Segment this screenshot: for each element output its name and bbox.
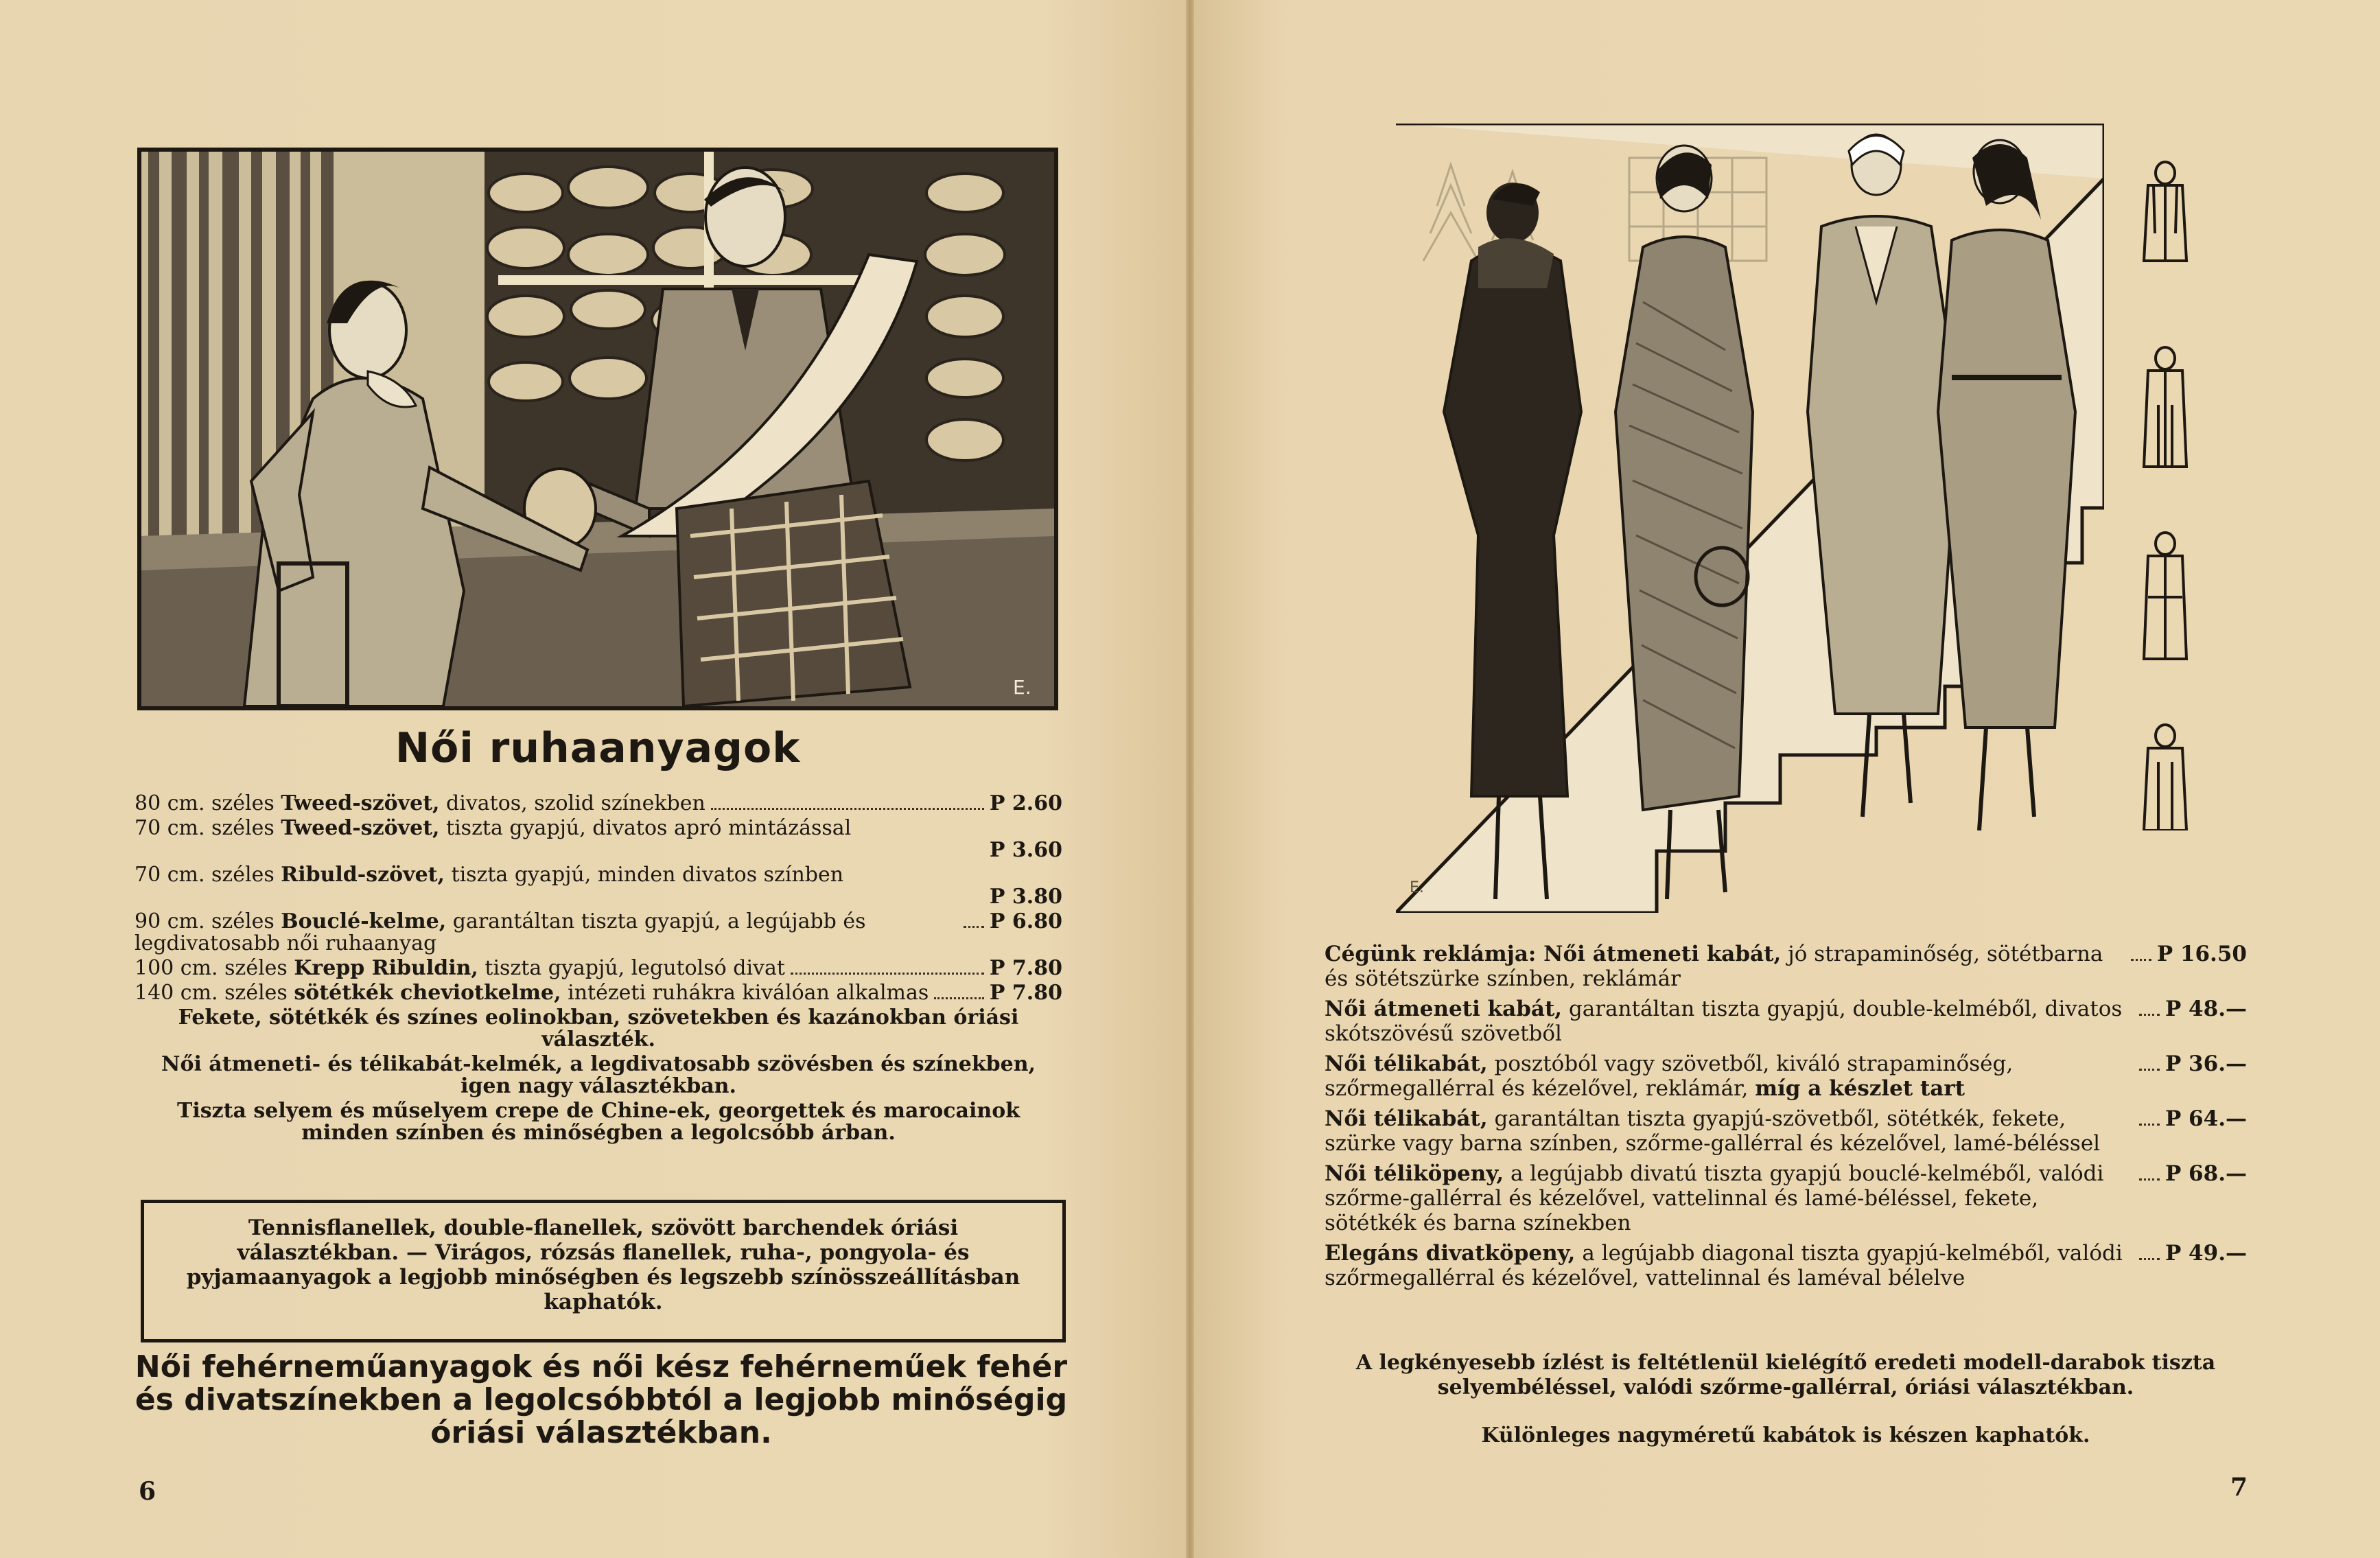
note-silk: Tiszta selyem és műselyem crepe de Chine-ek, georgettek és marocainok minden színben és minőségben a legolcsóbb árban. <box>177 1099 1020 1145</box>
item-text-b: garantáltan tiszta gyapjú, a legújabb és legdivatosabb női ruhaanyag <box>135 909 866 955</box>
item-text-b: tiszta gyapjú, legutolsó divat <box>478 956 785 980</box>
item-bold: Bouclé-kelme, <box>281 909 447 933</box>
item-bold: Krepp Ribuldin, <box>294 956 478 980</box>
item-text: garantáltan tiszta gyapjú-szövetből, sötétkék, fekete, szürke vagy barna színben, szőrme-gallérral és kézelővel, lamé-béléssel <box>1325 1106 2101 1156</box>
fabric-shop-drawing <box>141 152 1054 706</box>
item-price: P 49.— <box>2165 1241 2247 1266</box>
price-item <box>1325 1241 2247 1290</box>
leader-dots <box>964 926 984 928</box>
leader-dots <box>934 997 984 999</box>
price-item <box>1325 1106 2247 1156</box>
item-text: a legújabb divatú tiszta gyapjú bouclé-kelméből, valódi szőrme-gallérral és kézelővel, vattelinnal és lamé-béléssel, fekete, sötétkék és barna színekben <box>1325 1161 2104 1235</box>
item-text-a: 90 cm. széles <box>135 909 281 933</box>
page-heading: Női ruhaanyagok <box>395 724 801 772</box>
leader-dots <box>2139 1258 2160 1260</box>
price-item <box>1325 997 2247 1046</box>
illustration-signature: E. <box>1013 676 1031 699</box>
item-bold: Tweed-szövet, <box>281 816 440 840</box>
underwear-note: Női fehérneműanyagok és női kész fehérneműek fehér és divatszínekben a legolcsóbbtól a legjobb minőségig óriási választékban. <box>135 1349 1068 1450</box>
item-price: P 2.60 <box>989 791 1062 815</box>
item-bold: Női átmeneti kabát, <box>1325 997 1563 1021</box>
item-bold: Női télikabát, <box>1325 1106 1488 1131</box>
leader-dots <box>2139 1178 2160 1181</box>
sketch-coat-1 <box>2144 162 2186 261</box>
item-price: P 6.80 <box>989 909 1062 933</box>
item-bold: Tweed-szövet, <box>281 791 440 815</box>
leader-dots <box>2139 1124 2160 1126</box>
item-price: P 68.— <box>2165 1161 2247 1186</box>
price-item <box>135 982 1062 1004</box>
item-text-b: intézeti ruhákra kiválóan alkalmas <box>561 981 929 1005</box>
item-text: garantáltan tiszta gyapjú, double-kelméből, divatos skótszövésű szövetből <box>1325 997 2123 1046</box>
coat-price-list <box>1325 942 2247 1296</box>
item-text-b: tiszta gyapjú, minden divatos színben <box>444 863 844 887</box>
item-bold: Elegáns divatköpeny, <box>1325 1241 1576 1266</box>
price-item <box>1325 1051 2247 1101</box>
fabric-price-list <box>135 793 1062 1144</box>
page-number: 6 <box>139 1477 156 1506</box>
item-price: P 3.60 <box>989 838 1062 862</box>
large-size-note: Különleges nagyméretű kabátok is készen kaphatók. <box>1481 1423 2090 1447</box>
leader-dots <box>2139 1069 2160 1071</box>
item-text-a: 140 cm. széles <box>135 981 294 1005</box>
sketch-coat-3 <box>2144 533 2186 659</box>
price-item <box>135 817 1062 861</box>
item-price: P 16.50 <box>2156 942 2247 966</box>
leader-dots <box>2139 1014 2160 1016</box>
note-eolin: Fekete, sötétkék és színes eolinokban, szövetekben és kazánokban óriási választék. <box>178 1005 1019 1051</box>
fabric-shop-illustration <box>137 148 1058 710</box>
coats-drawing <box>1396 124 2104 913</box>
leader-dots <box>2131 959 2151 961</box>
figure-dark-coat <box>1444 183 1581 899</box>
item-price: P 48.— <box>2165 997 2247 1021</box>
item-price: P 7.80 <box>989 956 1062 980</box>
price-item <box>135 793 1062 815</box>
item-bold: sötétkék cheviotkelme, <box>294 981 561 1005</box>
page-number: 7 <box>2230 1473 2248 1502</box>
item-bold: Női téliköpeny, <box>1325 1161 1504 1186</box>
item-text-a: 70 cm. széles <box>135 863 281 887</box>
item-price: P 3.80 <box>989 885 1062 909</box>
flannel-box: Tennisflanellek, double-flanellek, szövött barchendek óriási választékban. — Virágos, rózsás flanellek, ruha-, pongyola- és pyjamaanyagok a legjobb minőségben és legszebb színösszeállításban kaphatók. <box>141 1200 1066 1342</box>
illustration-signature: E. <box>1410 879 1424 896</box>
item-text: a legújabb diagonal tiszta gyapjú-kelméből, valódi szőrmegallérral és kézelővel, vattelinnal és laméval bélelve <box>1325 1241 2123 1290</box>
item-text-a: 70 cm. széles <box>135 816 281 840</box>
price-item <box>135 957 1062 979</box>
item-bold: Cégünk reklámja: Női átmeneti kabát, <box>1325 942 1782 966</box>
price-item <box>1325 1161 2247 1235</box>
leader-dots <box>791 973 984 975</box>
price-item <box>135 864 1062 908</box>
item-price: P 64.— <box>2165 1106 2247 1131</box>
item-text-a: 80 cm. széles <box>135 791 281 815</box>
left-page <box>0 0 1186 1558</box>
price-item <box>135 911 1062 955</box>
item-text-b: divatos, szolid színekben <box>439 791 705 815</box>
item-price: P 36.— <box>2165 1051 2247 1076</box>
leader-dots <box>711 808 984 810</box>
price-item <box>1325 942 2247 991</box>
sketch-coat-2 <box>2144 347 2186 467</box>
coats-illustration <box>1396 124 2104 913</box>
item-text: posztóból vagy szövetből, kiváló strapaminőség, szőrmegallérral és kézelővel, reklámár, <box>1325 1051 2014 1101</box>
note-coat-fabrics: Női átmeneti- és télikabát-kelmék, a legdivatosabb szövésben és színekben, igen nagy választékban. <box>161 1052 1036 1098</box>
item-text-a: 100 cm. széles <box>135 956 294 980</box>
plaid-fabric <box>677 481 910 706</box>
item-price: P 7.80 <box>989 981 1062 1005</box>
coat-back-sketches <box>2127 158 2203 830</box>
item-text-b: tiszta gyapjú, divatos apró mintázással <box>439 816 852 840</box>
item-text: jó strapaminőség, sötétbarna és sötétszürke színben, reklámár <box>1325 942 2103 991</box>
sketch-coat-4 <box>2144 725 2186 830</box>
item-bold: Ribuld-szövet, <box>281 863 445 887</box>
book-gutter <box>1186 0 1194 1558</box>
item-bold: Női télikabát, <box>1325 1051 1488 1076</box>
item-bold-2: míg a készlet tart <box>1755 1076 1965 1101</box>
model-pieces-note: A legkényesebb ízlést is feltétlenül kielégítő eredeti modell-darabok tiszta selyembéléssel, valódi szőrme-gallérral, óriási választékban. <box>1355 1351 2216 1399</box>
